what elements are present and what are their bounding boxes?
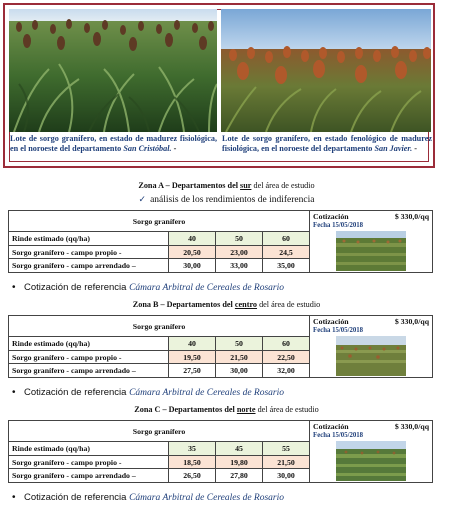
zone-a-row-label: Sorgo granífero - campo arrendado – [9,259,169,273]
zone-a-value-cell: 20,50 [169,245,216,259]
zone-c-row-label: Sorgo granífero - campo propio - [9,455,169,469]
right-caption-text: Lote de sorgo granífero, en estado fenológico de madurez fisiológica, en el noroeste del departamento [222,134,432,154]
zone-c-value-cell: 19,80 [216,455,263,469]
zone-b-yield-cell: 40 [169,337,216,351]
zone-b-value-cell: 19,50 [169,350,216,364]
zone-b-row-label: Rinde estimado (qq/ha) [9,337,169,351]
zone-b-title-pre: Zona B – Departamentos del [132,300,235,309]
zone-b-row-label: Sorgo granífero - campo arrendado – [9,364,169,378]
zone-c-cot-value: $ 330,0/qq [394,422,430,431]
zone-b-ref-source: Cámara Arbitral de Cereales de Rosario [129,388,284,398]
zone-c-title-underlined: norte [236,405,256,414]
zone-c-value-cell: 18,50 [169,455,216,469]
zone-b-value-cell: 27,50 [169,364,216,378]
zone-c-value-cell: 21,50 [263,455,310,469]
zone-c-title-post: del área de estudio [255,405,319,414]
zone-c-reference [12,492,284,503]
zone-c-value-cell: 26,50 [169,469,216,483]
right-photo-caption [222,134,432,155]
zone-a-title [0,181,453,190]
zone-c-value-cell: 30,00 [263,469,310,483]
right-caption-place: San Javier. [374,144,413,154]
zone-a-value-cell: 33,00 [216,259,263,273]
zone-c-cot-date: Fecha 15/05/2018 [313,432,364,439]
zone-c-cotizacion-cell [310,421,433,483]
zone-b-cotizacion-cell [310,316,433,378]
zone-c-ref-source: Cámara Arbitral de Cereales de Rosario [129,493,284,503]
zone-c-title-pre: Zona C – Departamentos del [134,405,237,414]
left-caption-end: - [171,144,177,154]
zone-b-value-cell: 21,50 [216,350,263,364]
zone-a-ref-text: Cotización de referencia [24,282,130,293]
zone-c-table-header: Sorgo granífero [9,421,310,442]
zone-b-value-cell: 30,00 [216,364,263,378]
zone-a-yield-cell: 50 [216,232,263,246]
bullet-icon: • [12,282,16,293]
left-caption-place: San Cristóbal. [123,144,172,154]
left-photo-caption [10,134,217,155]
zone-b-cot-date: Fecha 15/05/2018 [313,327,364,334]
zone-a-value-cell: 23,00 [216,245,263,259]
zone-b-yield-cell: 50 [216,337,263,351]
zone-c-row-label: Rinde estimado (qq/ha) [9,442,169,456]
zone-a-row-label: Sorgo granífero - campo propio - [9,245,169,259]
zone-c-ref-text: Cotización de referencia [24,492,130,503]
zone-b-reference [12,387,284,398]
zone-a-table [8,210,433,273]
zone-a-subtitle [0,194,453,205]
zone-b-title [0,300,453,309]
zone-a-value-cell: 24,5 [263,245,310,259]
zone-b-cot-value: $ 330,0/qq [394,317,430,326]
zone-a-field-thumbnail [336,231,406,271]
zone-b-value-cell: 32,00 [263,364,310,378]
bullet-icon: • [12,492,16,503]
zone-c-table [8,420,433,483]
zone-b-yield-cell: 60 [263,337,310,351]
zone-c-cot-label: Cotización [313,422,349,431]
zone-a-title-pre: Zona A – Departamentos del [138,181,241,190]
sorghum-field-photo-san-javier [221,9,431,132]
zone-a-table-header: Sorgo granífero [9,211,310,232]
zone-c-yield-cell: 35 [169,442,216,456]
zone-b-cot-label: Cotización [313,317,349,326]
zone-a-cotizacion-cell [310,211,433,273]
zone-b-title-underlined: centro [234,300,258,309]
zone-b-field-thumbnail [336,336,406,376]
checkmark-icon: ✓ [138,194,147,204]
zone-b-title-post: del área de estudio [257,300,321,309]
zone-a-value-cell: 35,00 [263,259,310,273]
sorghum-field-photo-san-cristobal [9,9,217,132]
zone-b-table-header: Sorgo granífero [9,316,310,337]
zone-a-cot-value: $ 330,0/qq [394,212,430,221]
zone-c-yield-cell: 55 [263,442,310,456]
bullet-icon: • [12,387,16,398]
zone-b-table [8,315,433,378]
zone-c-row-label: Sorgo granífero - campo arrendado – [9,469,169,483]
zone-c-value-cell: 27,80 [216,469,263,483]
zone-a-yield-cell: 40 [169,232,216,246]
zone-b-value-cell: 22,50 [263,350,310,364]
right-caption-end: - [412,144,417,154]
zone-a-reference [12,282,284,293]
zone-a-ref-source: Cámara Arbitral de Cereales de Rosario [129,283,284,293]
zone-c-yield-cell: 45 [216,442,263,456]
zone-b-ref-text: Cotización de referencia [24,387,130,398]
left-caption-text: Lote de sorgo granífero, en estado de madurez fisiológica, en el noroeste del departamento [10,134,217,154]
zone-a-subtitle-text: análisis de los rendimientos de indiferencia [150,195,315,205]
zone-a-title-underlined: sur [240,181,252,190]
zone-c-title [0,405,453,414]
zone-c-field-thumbnail [336,441,406,481]
zone-a-title-post: del área de estudio [251,181,315,190]
zone-a-cot-date: Fecha 15/05/2018 [313,222,364,229]
zone-a-cot-label: Cotización [313,212,349,221]
zone-a-row-label: Rinde estimado (qq/ha) [9,232,169,246]
photo-panel [3,3,435,168]
zone-a-yield-cell: 60 [263,232,310,246]
zone-a-value-cell: 30,00 [169,259,216,273]
zone-b-row-label: Sorgo granífero - campo propio - [9,350,169,364]
